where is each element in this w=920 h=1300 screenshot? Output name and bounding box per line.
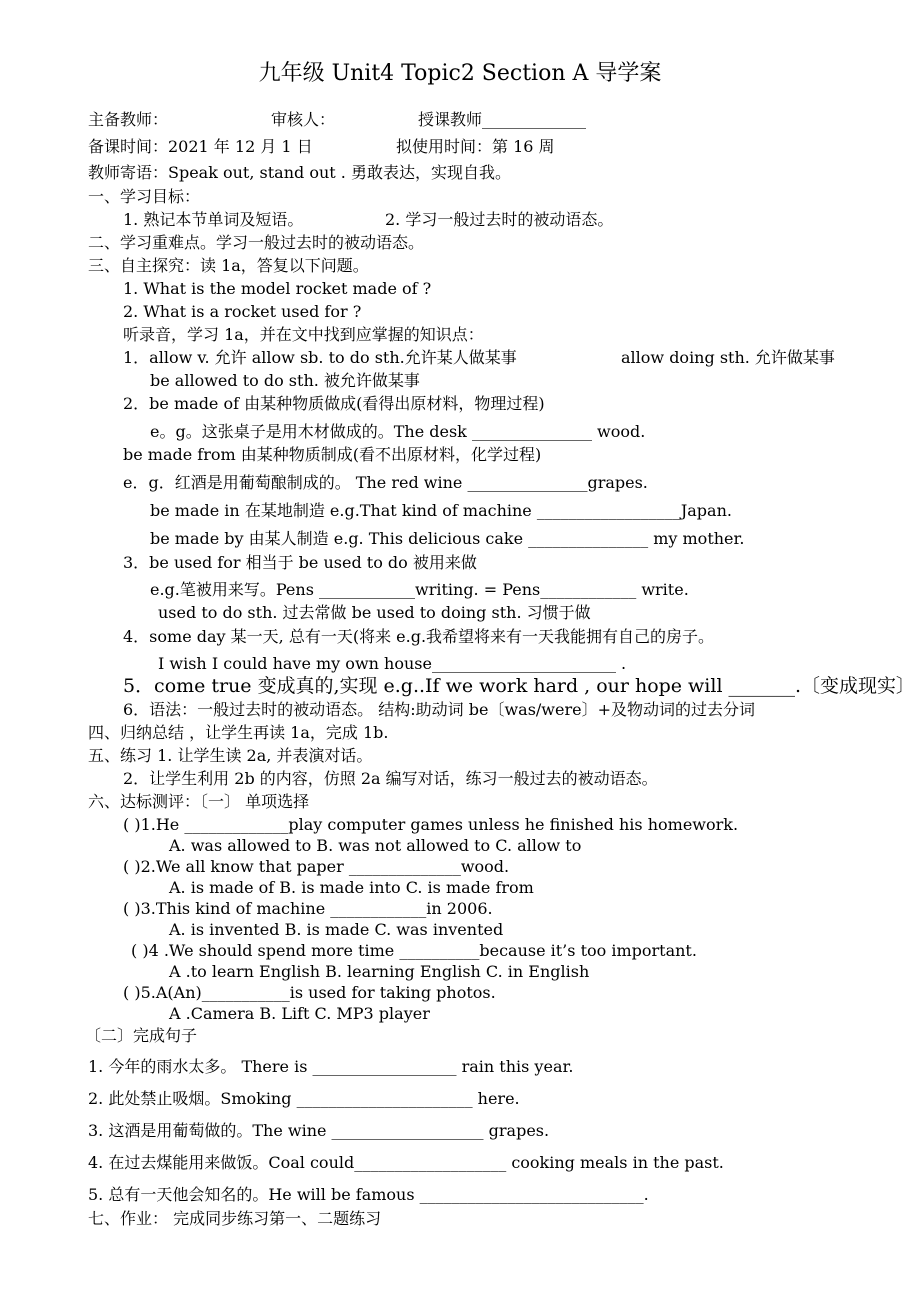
mc-question-1: ( )1.He _____________play computer games unless he finished his homework. xyxy=(123,815,739,834)
goal-2: 2. 学习一般过去时的被动语态。 xyxy=(385,210,614,229)
mc-question-5: ( )5.A(An)___________is used for taking photos. xyxy=(123,983,496,1002)
mc-options-4: A .to learn English B. learning English C. in English xyxy=(169,962,590,981)
point-3-used-for: 3．be used for 相当于 be used to do 被用来做 xyxy=(123,553,477,572)
section-6-part-2-heading: 〔二〕完成句子 xyxy=(85,1026,198,1045)
section-3-heading: 三、自主探究：读 1a，答复以下问题。 xyxy=(88,256,369,275)
mc-options-3: A. is invented B. is made C. was invented xyxy=(169,920,504,939)
point-2-example-desk: e。g。这张桌子是用木材做成的。The desk _______________ wood. xyxy=(150,422,646,441)
point-3-used-to: used to do sth. 过去常做 be used to doing sth. 习惯于做 xyxy=(158,603,591,622)
sentence-2: 2. 此处禁止吸烟。Smoking ______________________ here. xyxy=(88,1089,520,1108)
point-1-allow-doing: allow doing sth. 允许做某事 xyxy=(621,348,835,367)
section-7-heading: 七、作业： 完成同步练习第一、二题练习 xyxy=(88,1209,382,1228)
teacher-motto: 教师寄语：Speak out, stand out . 勇敢表达，实现自我。 xyxy=(88,163,511,182)
point-2-example-wine: e．g．红酒是用葡萄酿制成的。 The red wine _______________grapes. xyxy=(123,473,648,492)
point-5-come-true: 5．come true 变成真的,实现 e.g..If we work hard , our hope will _______.〔变成现实〕 xyxy=(123,675,915,697)
point-3-example-pens: e.g.笔被用来写。Pens ____________writing. = Pens____________ write. xyxy=(150,580,689,599)
question-2: 2. What is a rocket used for ? xyxy=(123,302,362,321)
point-2-made-from: be made from 由某种物质制成(看不出原材料，化学过程) xyxy=(123,445,542,464)
listen-instruction: 听录音，学习 1a，并在文中找到应掌握的知识点： xyxy=(123,325,484,344)
sentence-4: 4. 在过去煤能用来做饭。Coal could___________________ cooking meals in the past. xyxy=(88,1153,724,1172)
section-5-heading: 五、练习 1. 让学生读 2a, 并表演对话。 xyxy=(88,746,373,765)
use-time: 拟使用时间：第 16 周 xyxy=(396,137,555,156)
sentence-3: 3. 这酒是用葡萄做的。The wine ___________________ grapes. xyxy=(88,1121,550,1140)
mc-question-4: ( )4 .We should spend more time __________because it’s too important. xyxy=(131,941,697,960)
point-2-made-of: 2．be made of 由某种物质做成(看得出原材料，物理过程) xyxy=(123,394,545,413)
mc-question-3: ( )3.This kind of machine ____________in 2006. xyxy=(123,899,493,918)
question-1: 1. What is the model rocket made of ? xyxy=(123,279,432,298)
sentence-5: 5. 总有一天他会知名的。He will be famous ____________________________. xyxy=(88,1185,649,1204)
point-4-example-house: I wish I could have my own house_______________________ . xyxy=(158,654,627,673)
mc-options-2: A. is made of B. is made into C. is made from xyxy=(169,878,534,897)
section-1-heading: 一、学习目标： xyxy=(88,187,201,206)
point-6-grammar: 6．语法：一般过去时的被动语态。 结构:助动词 be〔was/were〕+及物动词的过去分词 xyxy=(123,700,755,719)
point-1-be-allowed: be allowed to do sth. 被允许做某事 xyxy=(150,371,420,390)
sentence-1: 1. 今年的雨水太多。 There is __________________ rain this year. xyxy=(88,1057,574,1076)
section-6-heading: 六、达标测评：〔一〕 单项选择 xyxy=(88,792,310,811)
point-2-made-by: be made by 由某人制造 e.g. This delicious cake _______________ my mother. xyxy=(150,529,745,548)
reviewer-label: 审核人： xyxy=(271,110,336,129)
point-1-allow: 1．allow v. 允许 allow sb. to do sth.允许某人做某事 xyxy=(123,348,517,367)
practice-item-2: 2．让学生利用 2b 的内容，仿照 2a 编写对话，练习一般过去的被动语态。 xyxy=(123,769,658,788)
section-4-heading: 四、归纳总结 ，让学生再读 1a，完成 1b. xyxy=(88,723,389,742)
lecturer-label: 授课教师_____________ xyxy=(418,110,587,129)
mc-options-5: A .Camera B. Lift C. MP3 player xyxy=(169,1004,430,1023)
mc-options-1: A. was allowed to B. was not allowed to C. allow to xyxy=(169,836,582,855)
main-teacher-label: 主备教师： xyxy=(88,110,169,129)
point-4-some-day: 4．some day 某一天, 总有一天(将来 e.g.我希望将来有一天我能拥有自己的房子。 xyxy=(123,627,715,646)
page-title: 九年级 Unit4 Topic2 Section A 导学案 xyxy=(258,61,662,86)
section-2-heading: 二、学习重难点。学习一般过去时的被动语态。 xyxy=(88,233,425,252)
goal-1: 1. 熟记本节单词及短语。 xyxy=(123,210,304,229)
point-2-made-in: be made in 在某地制造 e.g.That kind of machine __________________Japan. xyxy=(150,501,732,520)
prep-time: 备课时间：2021 年 12 月 1 日 xyxy=(88,137,313,156)
mc-question-2: ( )2.We all know that paper ______________wood. xyxy=(123,857,510,876)
